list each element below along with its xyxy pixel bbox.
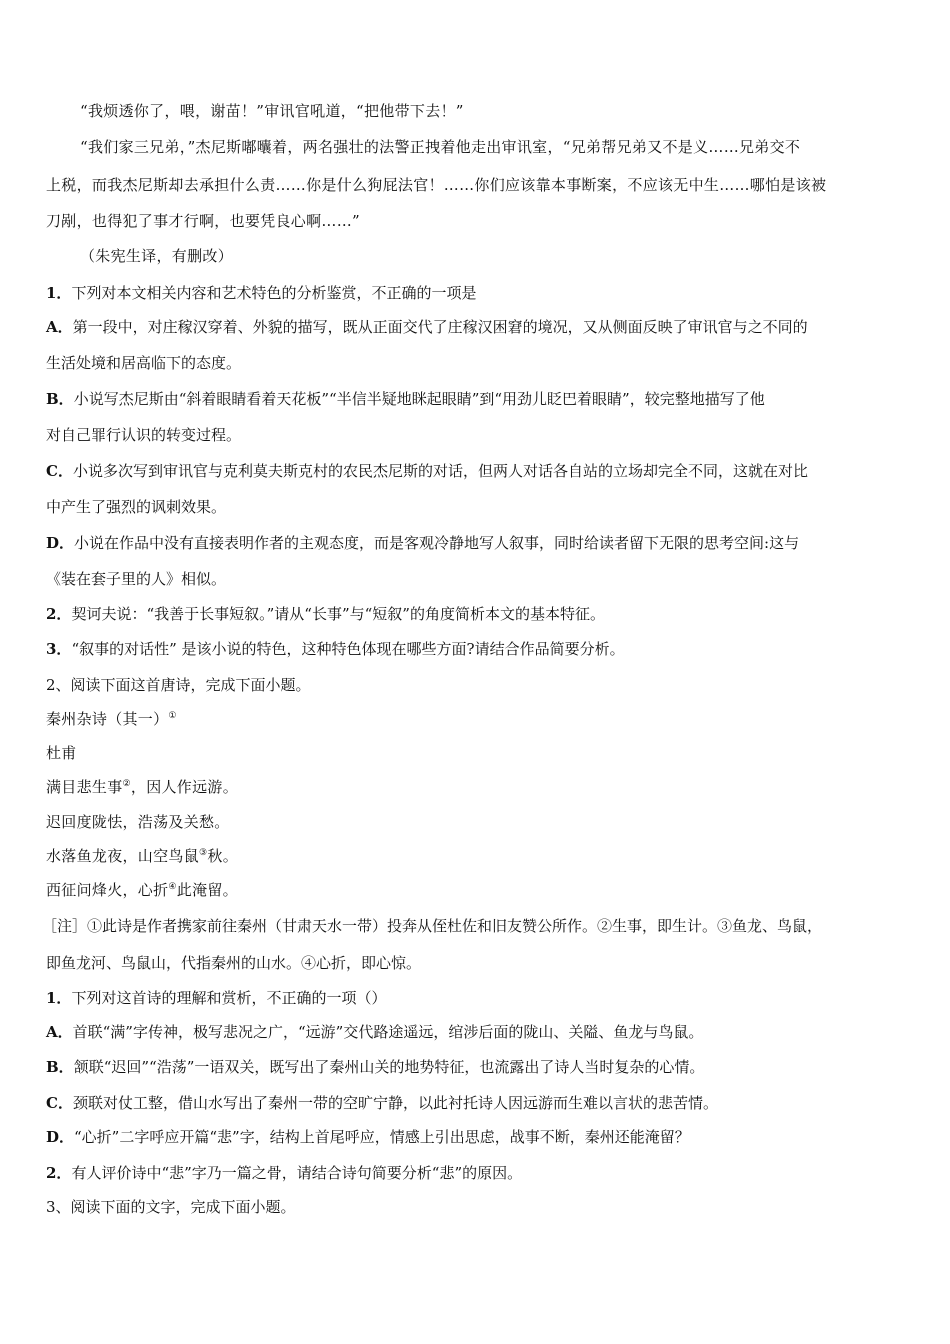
option-a: [46, 317, 808, 337]
option-text: 小说多次写到审讯官与克利莫夫斯克村的农民杰尼斯的对话，但两人对话各自站的立场却完全不同，这就在对比: [72, 462, 808, 480]
question-1: [46, 283, 476, 303]
poem-text: 此淹留。: [176, 881, 238, 899]
passage-line: 上税，而我杰尼斯却去承担什么责……你是什么狗屁法官！……你们应该靠本事断案，不应该无中生……哪怕是该被: [46, 176, 827, 194]
option-c-continued: 中产生了强烈的讽刺效果。: [46, 498, 227, 516]
poem-author: 杜甫: [46, 744, 77, 762]
option-label: B．: [46, 390, 74, 408]
option-d: [46, 1127, 690, 1147]
option-c: [46, 1093, 718, 1113]
poem-text: ，因人作远游。: [130, 778, 238, 796]
question-text: 有人评价诗中“悲”字乃一篇之骨，请结合诗句简要分析“悲”的原因。: [71, 1164, 523, 1182]
poem-title-text: 秦州杂诗（其一）: [46, 710, 169, 728]
question-number: 1．: [46, 284, 72, 302]
option-b: [46, 389, 765, 409]
question-2: [46, 1163, 522, 1183]
question-number: 2．: [46, 605, 72, 623]
option-b: [46, 1057, 704, 1077]
footnote-marker: ④: [168, 882, 177, 892]
section-heading: 2、阅读下面这首唐诗，完成下面小题。: [46, 676, 311, 694]
option-text: “心折”二字呼应开篇“悲”字，结构上首尾呼应，情感上引出思虑，战事不断，秦州还能淹留？: [74, 1128, 690, 1146]
option-text: 第一段中，对庄稼汉穿着、外貌的描写，既从正面交代了庄稼汉困窘的境况，又从侧面反映了审讯官与之不同的: [72, 318, 808, 336]
question-number: 3．: [46, 640, 72, 658]
option-c: [46, 461, 808, 481]
passage-line: “我们家三兄弟，”杰尼斯嘟囔着，两名强壮的法警正拽着他走出审讯室，“兄弟帮兄弟又不是义……兄弟交不: [80, 138, 801, 156]
option-label: A．: [46, 1023, 73, 1041]
option-d-continued: 《装在套子里的人》相似。: [46, 570, 227, 588]
poem-title: [46, 709, 177, 729]
option-b-continued: 对自己罪行认识的转变过程。: [46, 426, 242, 444]
option-a: [46, 1022, 703, 1042]
option-label: C．: [46, 1094, 73, 1112]
option-label: D．: [46, 534, 75, 552]
section-heading: 3、阅读下面的文字，完成下面小题。: [46, 1198, 296, 1216]
question-text: “叙事的对话性” 是该小说的特色，这种特色体现在哪些方面?请结合作品简要分析。: [71, 640, 625, 658]
footnote-marker: ②: [122, 779, 131, 789]
poem-text: 水落鱼龙夜，山空鸟鼠: [46, 847, 200, 865]
option-label: A．: [46, 318, 73, 336]
question-text: 下列对这首诗的理解和赏析，不正确的一项（）: [71, 989, 387, 1007]
question-text: 契诃夫说：“我善于长事短叙。”请从“长事”与“短叙”的角度简析本文的基本特征。: [71, 605, 605, 623]
poem-text: 西征问烽火，心折: [46, 881, 169, 899]
question-2: [46, 604, 605, 624]
poem-text: 秋。: [207, 847, 238, 865]
option-text: 首联“满”字传神，极写悲况之广，“远游”交代路途遥远，绾涉后面的陇山、关隘、鱼龙与鸟鼠。: [72, 1023, 704, 1041]
poem-line: 迟回度陇怯，浩荡及关愁。: [46, 813, 230, 831]
question-number: 1．: [46, 989, 72, 1007]
poem-line: [46, 880, 238, 900]
question-number: 2．: [46, 1164, 72, 1182]
option-a-continued: 生活处境和居高临下的态度。: [46, 354, 242, 372]
question-1: [46, 988, 386, 1008]
poem-notes: ［注］①此诗是作者携家前往秦州（甘肃天水一带）投奔从侄杜佐和旧友赞公所作。②生事，即生计。③鱼龙、鸟鼠，: [42, 917, 823, 935]
question-text: 下列对本文相关内容和艺术特色的分析鉴赏，不正确的一项是: [71, 284, 477, 302]
option-text: 小说写杰尼斯由“斜着眼睛看着天花板”“半信半疑地眯起眼睛”到“用劲儿眨巴着眼睛”，较完整地描写了他: [73, 390, 765, 408]
option-text: 颈联对仗工整，借山水写出了秦州一带的空旷宁静，以此衬托诗人因远游而生难以言状的悲苦情。: [72, 1094, 718, 1112]
option-text: 颔联“迟回”“浩荡”一语双关，既写出了秦州山关的地势特征，也流露出了诗人当时复杂的心情。: [73, 1058, 705, 1076]
option-text: 小说在作品中没有直接表明作者的主观态度，而是客观冷静地写人叙事，同时给读者留下无限的思考空间:这与: [74, 534, 800, 552]
passage-line: 刀剐，也得犯了事才行啊，也要凭良心啊……”: [46, 212, 360, 230]
passage-source: （朱宪生译，有删改）: [80, 247, 234, 265]
poem-notes-continued: 即鱼龙河、鸟鼠山，代指秦州的山水。④心折，即心惊。: [46, 954, 422, 972]
poem-line: [46, 777, 238, 797]
question-3: [46, 639, 625, 659]
footnote-marker: ③: [199, 848, 208, 858]
poem-text: 满目悲生事: [46, 778, 123, 796]
option-label: D．: [46, 1128, 75, 1146]
poem-line: [46, 846, 238, 866]
passage-line: “我烦透你了，喂，谢苗！”审讯官吼道，“把他带下去！”: [80, 102, 464, 120]
option-label: C．: [46, 462, 73, 480]
footnote-marker: ①: [168, 711, 177, 721]
option-d: [46, 533, 799, 553]
option-label: B．: [46, 1058, 74, 1076]
